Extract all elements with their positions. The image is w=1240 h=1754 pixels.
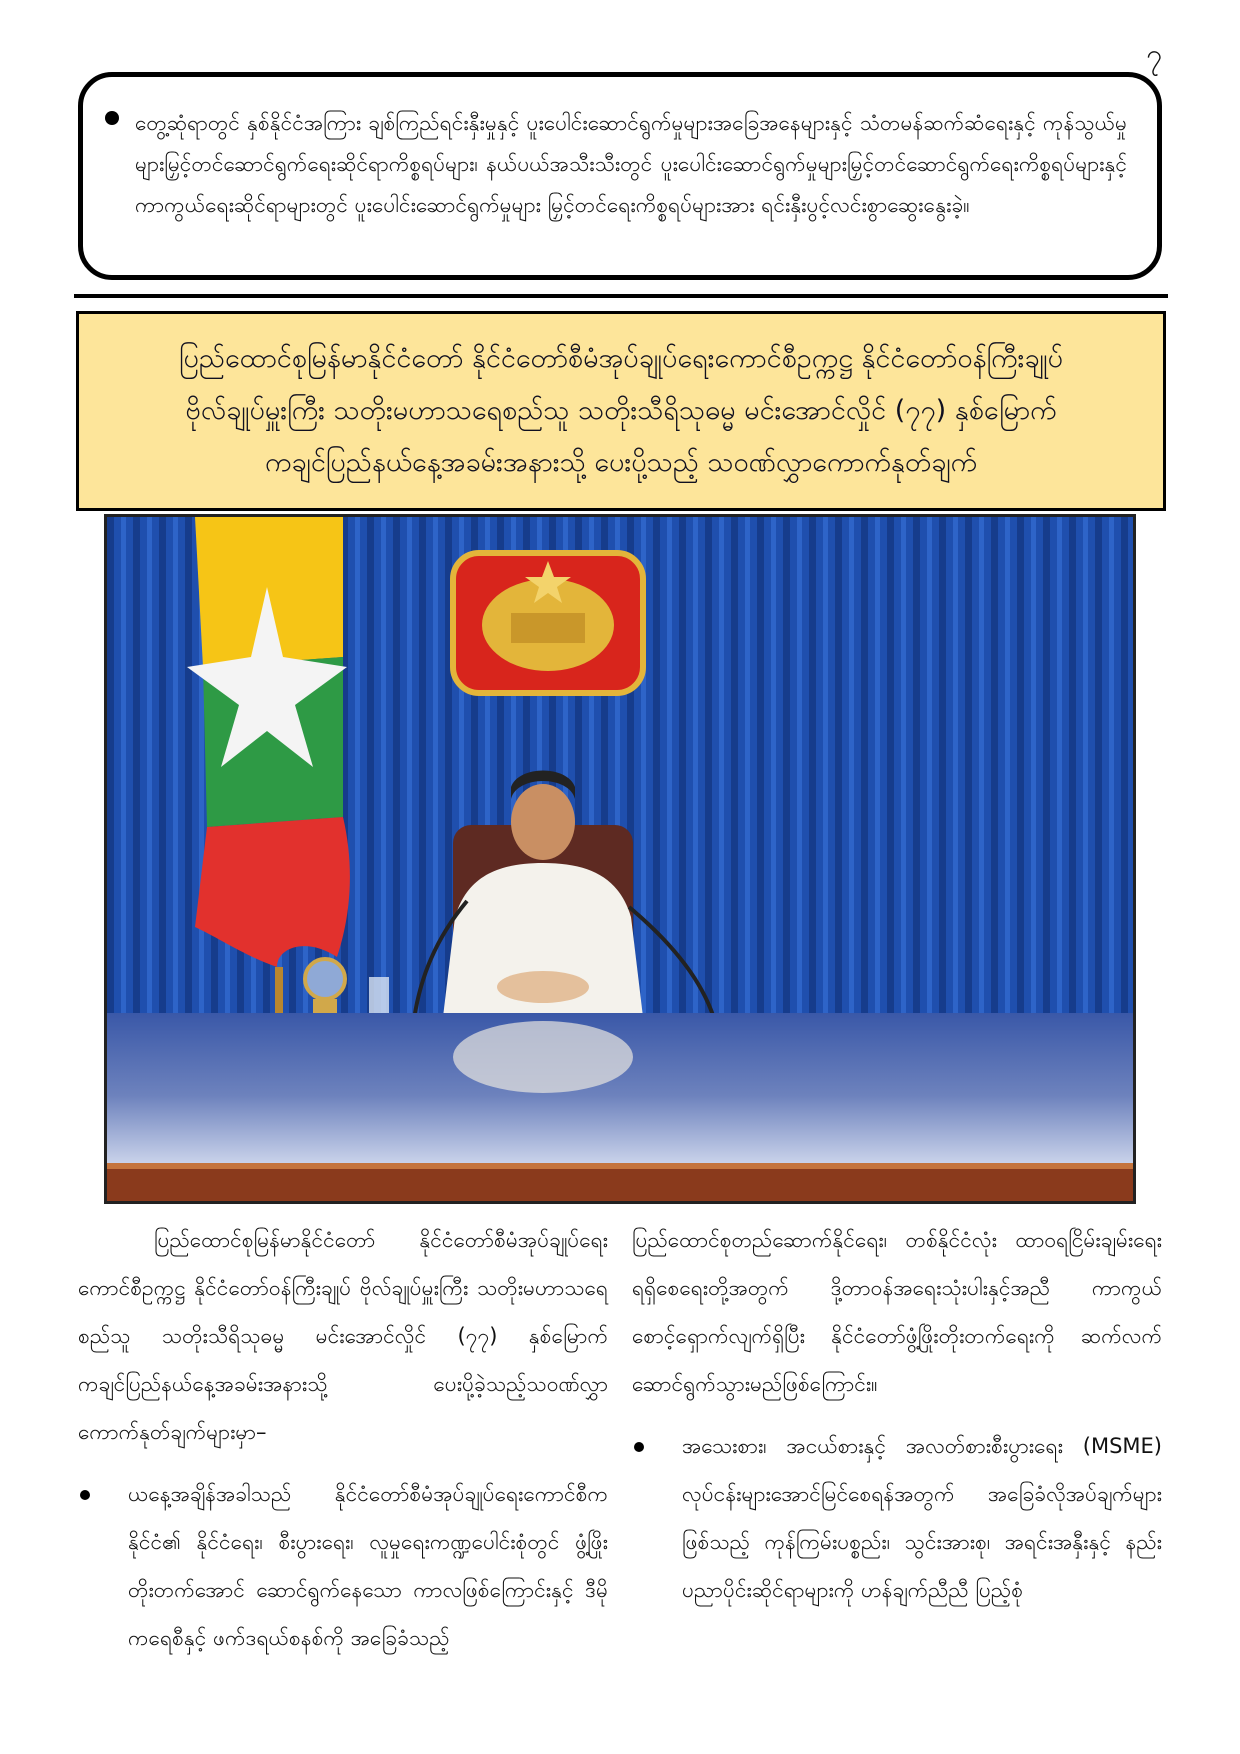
list-item-text: အသေးစား၊ အငယ်စားနှင့် အလတ်စားစီးပွားရေး (MSME) လုပ်ငန်းများအောင်မြင်စေရန်အတွက် အခြေခံလိုအပ်ချက်များဖြစ်သည့် ကုန်ကြမ်းပစ္စည်း၊ သွင်းအားစု၊ အရင်းအနှီးနှင့် နည်းပညာပိုင်းဆိုင်ရာများကို ဟန်ချက်ညီညီ ပြည့်စုံ [682,1434,1162,1602]
left-column [78,1216,608,1662]
page-number: ၇ [1146,38,1162,71]
bullet-dot [105,111,119,125]
list-item [78,1470,608,1662]
news-photo [104,514,1136,1204]
section-divider [74,294,1168,298]
state-emblem-icon [453,553,643,693]
right-column [632,1216,1162,1614]
headline-box [76,311,1166,511]
headline-line-1: ပြည်ထောင်စုမြန်မာနိုင်ငံတော် နိုင်ငံတော်စီမံအုပ်ချုပ်ရေးကောင်စီဥက္ကဋ္ဌ နိုင်ငံတော်ဝန်ကြီးချုပ် [178,343,1064,374]
bullet-dot [80,1490,90,1500]
note-box [78,72,1162,280]
desk-surface [107,1013,1133,1163]
list-item-text: ယနေ့အချိန်အခါသည် နိုင်ငံတော်စီမံအုပ်ချုပ်ရေးကောင်စီက နိုင်ငံ၏ နိုင်ငံရေး၊ စီးပွားရေး၊ လူမှုရေးကဏ္ဍပေါင်းစုံတွင် ဖွံ့ဖြိုးတိုးတက်အောင် ဆောင်ရွက်နေသော ကာလဖြစ်ကြောင်းနှင့် ဒီမိုကရေစီနှင့် ဖက်ဒရယ်စနစ်ကို အခြေခံသည့် [128,1482,608,1650]
note-text: တွေ့ဆုံရာတွင် နှစ်နိုင်ငံအကြား ချစ်ကြည်ရင်းနှီးမှုနှင့် ပူးပေါင်းဆောင်ရွက်မှုများအခြေအနေများနှင့် သံတမန်ဆက်ဆံရေးနှင့် ကုန်သွယ်မှုများမြှင့်တင်ဆောင်ရွက်ရေးဆိုင်ရာကိစ္စရပ်များ၊ နယ်ပယ်အသီးသီးတွင် ပူးပေါင်းဆောင်ရွက်မှုများမြှင့်တင်ဆောင်ရွက်ရေးကိစ္စရပ်များနှင့် ကာကွယ်ရေးဆိုင်ရာများတွင် ပူးပေါင်းဆောင်ရွက်မှုများ မြှင့်တင်ရေးကိစ္စရပ်များအား ရင်းနှီးပွင့်လင်းစွာဆွေးနွေးခဲ့။ [135,111,1127,217]
pen-holder [369,977,389,1013]
headline-line-3: ကချင်ပြည်နယ်နေ့အခမ်းအနားသို့ ပေးပို့သည့် သဝဏ်လွှာကောက်နုတ်ချက် [264,447,978,478]
list-item [632,1422,1162,1614]
intro-paragraph: ပြည်ထောင်စုမြန်မာနိုင်ငံတော် နိုင်ငံတော်စီမံအုပ်ချုပ်ရေးကောင်စီဥက္ကဋ္ဌ နိုင်ငံတော်ဝန်ကြီးချုပ် ဗိုလ်ချုပ်မှူးကြီး သတိုးမဟာသရေစည်သူ သတိုးသီရိသုဓမ္မ မင်းအောင်လှိုင် (၇၇) နှစ်မြောက်ကချင်ပြည်နယ်နေ့အခမ်းအနားသို့ ပေးပို့ခဲ့သည့်သဝဏ်လွှာကောက်နုတ်ချက်များမှာ– [78,1228,608,1444]
bullet-dot [634,1442,644,1452]
headline-line-2: ဗိုလ်ချုပ်မှူးကြီး သတိုးမဟာသရေစည်သူ သတိုးသီရိသုဓမ္မ မင်းအောင်လှိုင် (၇၇) နှစ်မြောက် [185,395,1057,426]
continuation-paragraph: ပြည်ထောင်စုတည်ဆောက်နိုင်ရေး၊ တစ်နိုင်ငံလုံး ထာဝရငြိမ်းချမ်းရေးရရှိစေရေးတို့အတွက် ဒို့တာဝန်အရေးသုံးပါးနှင့်အညီ ကာကွယ်စောင့်ရှောက်လျက်ရှိပြီး နိုင်ငံတော်ဖွံ့ဖြိုးတိုးတက်ရေးကို ဆက်လက်ဆောင်ရွက်သွားမည်ဖြစ်ကြောင်း။ [632,1228,1162,1396]
